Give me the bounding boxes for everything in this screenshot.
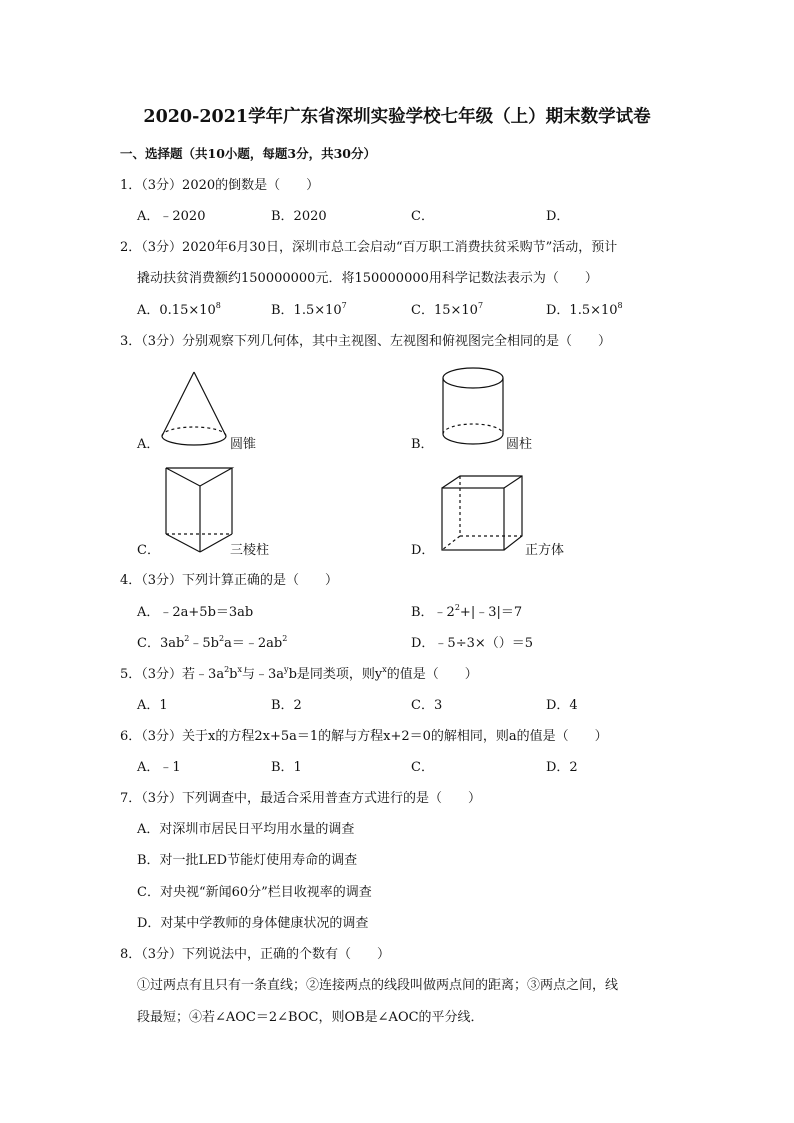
q3-option-b: B． [411,437,434,452]
q7-option-a: A．对深圳市居民日平均用水量的调查 [137,822,355,837]
q4-stem: 4．（3分）下列计算正确的是（ ） [120,573,339,588]
q4-option-a: A．﹣2a+5b＝3ab [137,605,254,620]
q1-stem: 1．（3分）2020的倒数是（ ） [120,178,320,193]
q1-option-c: C． [411,209,434,224]
q8-statement-line2: 段最短；④若∠AOC＝2∠BOC，则OB是∠AOC的平分线． [137,1010,484,1025]
q4-option-b: B．$﹣2^2+|﹣3|=7$ [411,603,523,620]
q4-option-d: D．﹣5÷3×（）＝5 [411,636,534,651]
q6-option-c: C． [411,760,434,775]
q3-option-c: C． [137,543,160,558]
q2-stem-line1: 2．（3分）2020年6月30日，深圳市总工会启动“百万职工消费扶贫采购节”活动，预计 [120,240,618,255]
q2-option-a: A．$0.15\times 10^8$ [137,301,221,318]
q7-option-b: B．对一批LED节能灯使用寿命的调查 [137,853,358,868]
q5-option-b: B．2 [271,698,302,713]
q2-option-c: C．$15\times 10^7$ [411,301,484,318]
cone-figure [160,370,230,450]
q5-option-a: A．1 [137,698,168,713]
q4-option-c: C．$3ab^2﹣5b^2a=﹣2ab^2$ [137,634,288,651]
q2-option-d: D．$1.5\times 10^8$ [546,301,623,318]
q3-stem: 3．（3分）分别观察下列几何体，其中主视图、左视图和俯视图完全相同的是（ ） [120,334,612,349]
page-title: 2020-2021学年广东省深圳实验学校七年级（上）期末数学试卷 [143,107,651,127]
q2-option-b: B．$1.5\times 10^7$ [271,301,347,318]
q3-caption-prism: 三棱柱 [230,543,270,558]
q6-option-b: B．1 [271,760,302,775]
q3-caption-cube: 正方体 [525,543,565,558]
q8-stem: 8．（3分）下列说法中，正确的个数有（ ） [120,947,391,962]
q1-option-a: A．﹣2020 [137,209,206,224]
cylinder-figure [440,366,506,450]
q5-option-c: C．3 [411,698,443,713]
q8-statement-line1: ①过两点有且只有一条直线；②连接两点的线段叫做两点间的距离；③两点之间，线 [137,978,619,993]
q1-option-b: B．2020 [271,209,327,224]
q1-option-d: D． [546,209,570,224]
q5-stem: 5．（3分）若$﹣3a^2b^x$与$﹣3a^yb$是同类项，则$y^x$的值是（ ） [120,665,478,682]
section-heading: 一、选择题（共10小题，每题3分，共30分） [120,146,376,161]
cube-figure [440,474,524,554]
q6-stem: 6．（3分）关于x的方程2x+5a＝1的解与方程x+2＝0的解相同，则a的值是（ ） [120,729,608,744]
q3-option-a: A． [137,437,160,452]
q3-option-d: D． [411,543,435,558]
q7-stem: 7．（3分）下列调查中，最适合采用普查方式进行的是（ ） [120,791,482,806]
q3-caption-cone: 圆锥 [230,437,257,452]
q7-option-d: D．对某中学教师的身体健康状况的调查 [137,916,369,931]
q6-option-a: A．﹣1 [137,760,181,775]
q5-option-d: D．4 [546,698,578,713]
q7-option-c: C．对央视“新闻60分”栏目收视率的调查 [137,885,372,900]
q3-caption-cylinder: 圆柱 [506,437,533,452]
triangular-prism-figure [164,466,238,556]
q6-option-d: D．2 [546,760,578,775]
q2-stem-line2: 撬动扶贫消费额约150000000元．将150000000用科学记数法表示为（ ） [137,271,598,286]
